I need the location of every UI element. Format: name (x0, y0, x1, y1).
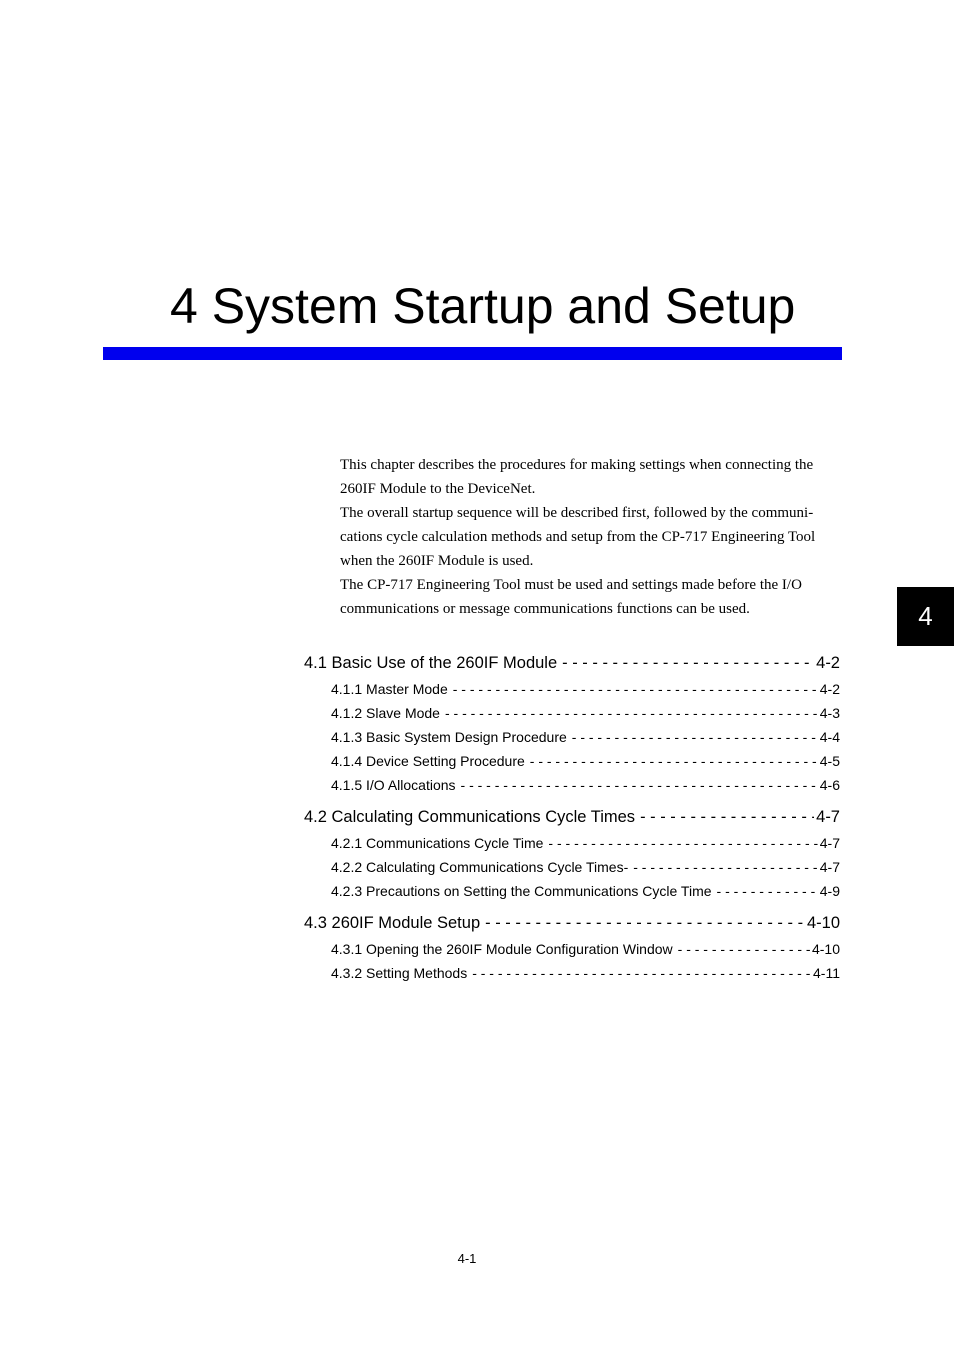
toc-entry-4-2-1[interactable] (331, 834, 840, 852)
toc-leader (562, 652, 814, 674)
toc-entry-4-1-4[interactable] (331, 752, 840, 770)
toc-entry-page: 4-5 (819, 753, 840, 769)
chapter-title: 4 System Startup and Setup (170, 278, 796, 334)
toc-entry-page: 4-7 (819, 859, 840, 875)
chapter-tab: 4 (897, 587, 954, 646)
toc-entry-title: 4.1.5 I/O Allocations (331, 777, 456, 793)
toc-entry-title: 4.2.2 Calculating Communications Cycle Times- (331, 859, 629, 875)
toc-leader (472, 964, 811, 982)
title-rule (103, 347, 842, 360)
intro-paragraph: The overall startup sequence will be described first, followed by the communi-cations cycle calculation methods and setup from the CP-717 Engineering Tool when the 260IF Module is used. (340, 505, 816, 569)
toc-entry-4-3-1[interactable] (331, 940, 840, 958)
toc-entry-4-3-2[interactable] (331, 964, 840, 982)
toc-entry-4-2-2[interactable] (331, 858, 840, 876)
toc-entry-page: 4-2 (819, 681, 840, 697)
toc-leader (633, 858, 818, 876)
toc-leader (572, 728, 818, 746)
toc-entry-page: 4-2 (816, 654, 840, 672)
intro-paragraph: The CP-717 Engineering Tool must be used and settings made before the I/O communications or message communications functions can be used. (340, 577, 802, 617)
toc-entry-title: 4.3.1 Opening the 260IF Module Configuration Window (331, 941, 673, 957)
toc-section-4-3[interactable] (304, 912, 840, 934)
toc-entry-title: 4.3.2 Setting Methods (331, 965, 468, 981)
toc-leader (445, 704, 818, 722)
toc-entry-page: 4-10 (806, 914, 840, 932)
toc-entry-page: 4-3 (819, 705, 840, 721)
toc-entry-page: 4-11 (813, 965, 840, 981)
toc-section-4-1[interactable] (304, 652, 840, 674)
page-number: 4-1 (457, 1251, 477, 1266)
toc-entry-4-2-3[interactable] (331, 882, 840, 900)
toc-entry-title: 4.2.3 Precautions on Setting the Communications Cycle Time (331, 883, 712, 899)
toc-section-4-2[interactable] (304, 806, 840, 828)
toc-entry-4-1-3[interactable] (331, 728, 840, 746)
toc-entry-page: 4-7 (816, 808, 840, 826)
toc-leader (640, 806, 814, 828)
toc-entry-title: 4.1.4 Device Setting Procedure (331, 753, 525, 769)
toc-entry-4-1-1[interactable] (331, 680, 840, 698)
toc-entry-title: 4.1 Basic Use of the 260IF Module (304, 654, 558, 672)
toc-entry-title: 4.3 260IF Module Setup (304, 914, 481, 932)
toc-entry-page: 4-6 (819, 777, 840, 793)
intro-paragraph: This chapter describes the procedures for making settings when connecting the 260IF Module to the DeviceNet. (340, 457, 814, 497)
toc-entry-page: 4-9 (819, 883, 840, 899)
toc-entry-title: 4.1.1 Master Mode (331, 681, 448, 697)
toc-entry-page: 4-4 (819, 729, 840, 745)
toc-leader (453, 680, 818, 698)
toc-entry-title: 4.1.3 Basic System Design Procedure (331, 729, 567, 745)
toc-entry-title: 4.2.1 Communications Cycle Time (331, 835, 544, 851)
toc-entry-page: 4-10 (811, 941, 840, 957)
toc-leader (548, 834, 817, 852)
chapter-intro (340, 453, 846, 621)
toc-leader (485, 912, 805, 934)
toc-entry-4-1-5[interactable] (331, 776, 840, 794)
toc-entry-title: 4.2 Calculating Communications Cycle Times (304, 808, 636, 826)
toc-leader (717, 882, 818, 900)
toc-entry-page: 4-7 (819, 835, 840, 851)
toc-leader (530, 752, 818, 770)
toc-entry-4-1-2[interactable] (331, 704, 840, 722)
toc-leader (461, 776, 818, 794)
toc-entry-title: 4.1.2 Slave Mode (331, 705, 440, 721)
toc-leader (678, 940, 810, 958)
